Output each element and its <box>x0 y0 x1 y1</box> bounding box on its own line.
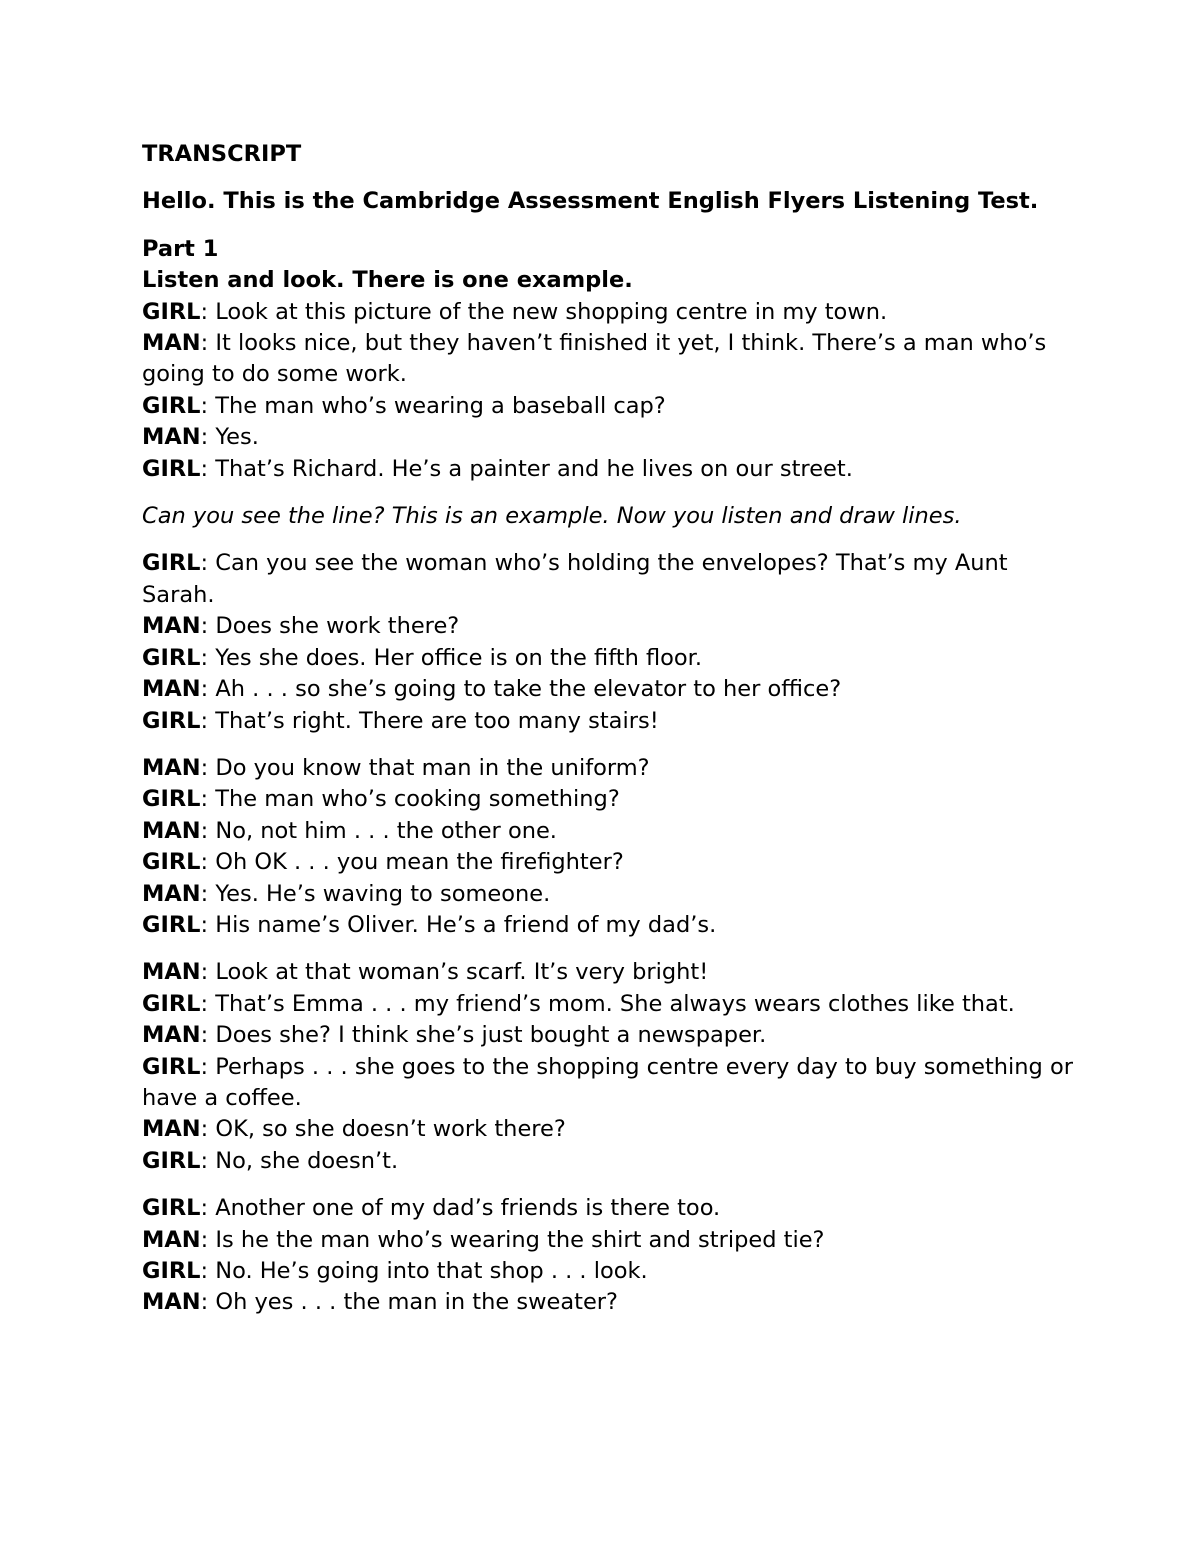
dialogue-line <box>142 784 1082 815</box>
speaker-label: GIRL <box>142 644 201 671</box>
speaker-label: MAN <box>142 1226 201 1253</box>
dialogue-line <box>142 297 1082 328</box>
line-text: : Ah . . . so she’s going to take the elevator to her office? <box>200 676 842 703</box>
speaker-label: GIRL <box>142 1195 201 1222</box>
dialogue-line <box>142 328 1082 391</box>
line-text: : Do you know that man in the uniform? <box>200 754 650 781</box>
line-text: : Look at this picture of the new shopping centre in my town. <box>200 298 888 325</box>
dialogue-line <box>142 391 1082 422</box>
speaker-label: MAN <box>142 613 201 640</box>
speaker-label: GIRL <box>142 455 201 482</box>
dialogue-line <box>142 643 1082 674</box>
line-text: : Oh yes . . . the man in the sweater? <box>200 1289 618 1316</box>
speaker-label: MAN <box>142 817 201 844</box>
speaker-label: GIRL <box>142 786 201 813</box>
dialogue-line <box>142 1287 1082 1318</box>
dialogue-line <box>142 454 1082 485</box>
line-text: : Oh OK . . . you mean the firefighter? <box>200 849 624 876</box>
part-label: Part 1 <box>142 235 219 262</box>
speaker-label: GIRL <box>142 1258 201 1284</box>
speaker-label: MAN <box>142 1022 201 1049</box>
line-text: : Yes she does. Her office is on the fifth floor. <box>200 644 703 671</box>
dialogue-line <box>142 1052 1082 1115</box>
line-text: : No, she doesn’t. <box>200 1147 399 1174</box>
dialogue-line <box>142 753 1082 784</box>
line-text: : No, not him . . . the other one. <box>200 817 557 844</box>
line-text: : Does she work there? <box>200 613 460 640</box>
dialogue-block-1 <box>142 548 1082 736</box>
speaker-label: MAN <box>142 330 201 357</box>
dialogue-line <box>142 548 1082 611</box>
line-text: : That’s right. There are too many stairs! <box>200 707 659 734</box>
example-note: Can you see the line? This is an example. Now you listen and draw lines. <box>142 503 962 530</box>
dialogue-line <box>142 674 1082 705</box>
dialogue-line <box>142 847 1082 878</box>
speaker-label: GIRL <box>142 849 201 876</box>
speaker-label: MAN <box>142 424 201 451</box>
dialogue-line <box>142 1020 1082 1051</box>
dialogue-block-4 <box>142 1193 1082 1319</box>
speaker-label: MAN <box>142 1289 201 1316</box>
speaker-label: MAN <box>142 1116 201 1143</box>
dialogue-block-3 <box>142 957 1082 1177</box>
speaker-label: GIRL <box>142 911 201 938</box>
line-text: : Can you see the woman who’s holding the envelopes? That’s my Aunt Sarah. <box>142 550 1008 608</box>
speaker-label: MAN <box>142 959 201 986</box>
dialogue-line <box>142 989 1082 1020</box>
line-text: : The man who’s wearing a baseball cap? <box>200 392 666 419</box>
line-text: : No. He’s going into that shop . . . look. <box>200 1258 648 1284</box>
line-text: : It looks nice, but they haven’t finished it yet, I think. There’s a man who’s going to do some work. <box>142 330 1047 388</box>
intro-text: Hello. This is the Cambridge Assessment English Flyers Listening Test. <box>142 188 1039 215</box>
dialogue-line <box>142 910 1082 941</box>
dialogue-line <box>142 957 1082 988</box>
dialogue-line <box>142 422 1082 453</box>
document-title: TRANSCRIPT <box>142 141 302 167</box>
line-text: : Is he the man who’s wearing the shirt and striped tie? <box>200 1226 825 1253</box>
dialogue-line <box>142 816 1082 847</box>
example-dialogue <box>142 297 1082 485</box>
line-text: : Yes. <box>200 424 259 451</box>
speaker-label: GIRL <box>142 392 201 419</box>
speaker-label: GIRL <box>142 298 201 325</box>
speaker-label: GIRL <box>142 707 201 734</box>
line-text: : Another one of my dad’s friends is there too. <box>200 1195 721 1222</box>
dialogue-line <box>142 611 1082 642</box>
dialogue-line <box>142 879 1082 910</box>
line-text: : Perhaps . . . she goes to the shopping centre every day to buy something or have a coffee. <box>142 1053 1073 1111</box>
part-instruction: Listen and look. There is one example. <box>142 267 633 294</box>
dialogue-line <box>142 1225 1082 1256</box>
line-text: : Yes. He’s waving to someone. <box>200 880 551 907</box>
line-text: : That’s Emma . . . my friend’s mom. She always wears clothes like that. <box>200 990 1015 1017</box>
dialogue-line <box>142 706 1082 737</box>
speaker-label: MAN <box>142 880 201 907</box>
dialogue-line <box>142 1146 1082 1177</box>
line-text: : Look at that woman’s scarf. It’s very bright! <box>200 959 709 986</box>
line-text: : His name’s Oliver. He’s a friend of my dad’s. <box>200 911 717 938</box>
line-text: : Does she? I think she’s just bought a newspaper. <box>200 1022 767 1049</box>
line-text: : That’s Richard. He’s a painter and he lives on our street. <box>200 455 853 482</box>
dialogue-block-2 <box>142 753 1082 941</box>
speaker-label: MAN <box>142 676 201 703</box>
speaker-label: GIRL <box>142 1053 201 1080</box>
speaker-label: GIRL <box>142 550 201 577</box>
speaker-label: GIRL <box>142 1147 201 1174</box>
line-text: : OK, so she doesn’t work there? <box>200 1116 566 1143</box>
dialogue-line <box>142 1256 1082 1287</box>
dialogue-line <box>142 1193 1082 1224</box>
speaker-label: MAN <box>142 754 201 781</box>
speaker-label: GIRL <box>142 990 201 1017</box>
line-text: : The man who’s cooking something? <box>200 786 620 813</box>
transcript-page <box>142 139 1082 1335</box>
dialogue-line <box>142 1114 1082 1145</box>
